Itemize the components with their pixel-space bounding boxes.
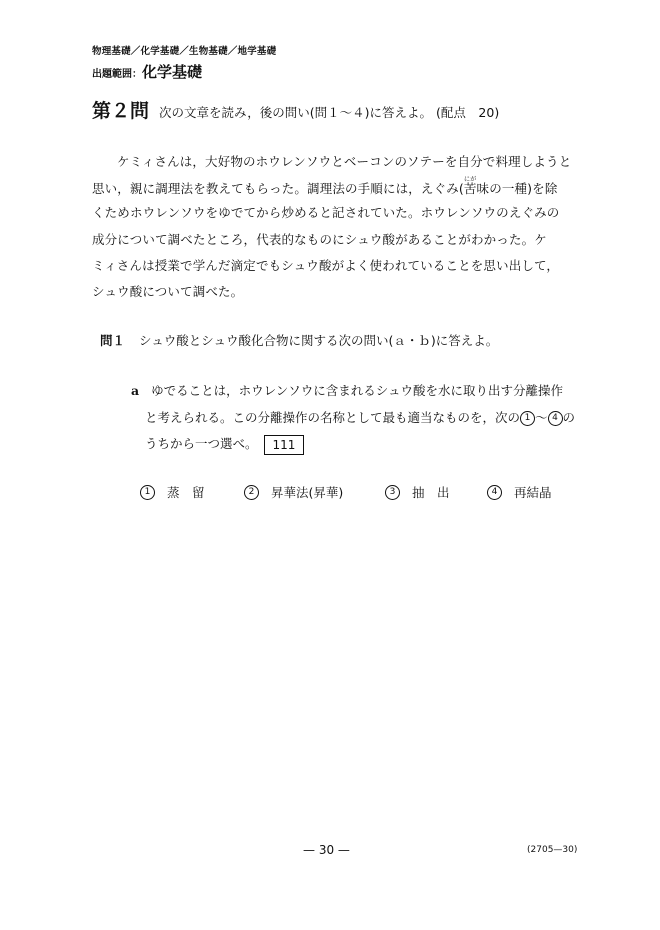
page-code: (2705—30): [527, 845, 578, 855]
passage-line: シュウ酸について調べた。: [92, 284, 244, 299]
choice-4[interactable]: [487, 483, 552, 501]
subject-list: 物理基礎／化学基礎／生物基礎／地学基礎: [92, 46, 277, 57]
part-a-mark: a: [131, 383, 140, 398]
choice-number-icon: 3: [385, 485, 400, 500]
question-points: (配点 20): [436, 105, 500, 120]
page-number: — 30 —: [303, 843, 350, 857]
scope-value: 化学基礎: [142, 63, 203, 81]
question-header: [92, 96, 499, 123]
part-a-text: の: [562, 410, 576, 425]
range-start-icon: 1: [520, 411, 535, 426]
passage-text: 味の一種)を除: [476, 181, 558, 196]
ruby-text: にが: [463, 176, 477, 183]
passage-text: 思い，親に調理法を教えてもらった。調理法の手順には，えぐみ(: [92, 181, 464, 196]
choice-label: 再結晶: [514, 485, 552, 500]
sub-question-1: [100, 331, 498, 349]
choice-number-icon: 1: [140, 485, 155, 500]
answer-box[interactable]: 111: [264, 435, 305, 455]
part-a-text: うちから一つ選べ。: [145, 436, 258, 451]
passage-line: 成分について調べたところ，代表的なものにシュウ酸があることがわかった。ケ: [92, 232, 547, 247]
question-number: 第２問: [92, 100, 150, 122]
part-a-text: ゆでることは，ホウレンソウに含まれるシュウ酸を水に取り出す分離操作: [151, 383, 564, 398]
sub-question-label: 問１: [100, 333, 126, 348]
ruby-base: 苦: [463, 181, 477, 196]
passage-line: くためホウレンソウをゆでてから炒めると記されていた。ホウレンソウのえぐみの: [92, 205, 560, 220]
scope-label: 出題範囲：: [92, 69, 142, 80]
furigana-word: [463, 176, 477, 196]
part-a-line: [131, 381, 563, 399]
part-a-line: [145, 408, 575, 426]
choice-number-icon: 4: [487, 485, 502, 500]
passage-line: ケミィさんは，大好物のホウレンソウとベーコンのソテーを自分で料理しようと: [117, 154, 572, 169]
choice-2[interactable]: [244, 483, 343, 501]
choice-label: 抽 出: [412, 485, 450, 500]
choice-number-icon: 2: [244, 485, 259, 500]
choice-label: 昇華法(昇華): [271, 485, 344, 500]
choice-1[interactable]: [140, 483, 205, 501]
choice-label: 蒸 留: [167, 485, 205, 500]
part-a-line: [145, 434, 304, 455]
choice-3[interactable]: [385, 483, 450, 501]
range-end-icon: 4: [548, 411, 563, 426]
question-instruction: 次の文章を読み，後の問い(問１～４)に答えよ。: [159, 105, 433, 120]
passage-line: ミィさんは授業で学んだ滴定でもシュウ酸がよく使われていることを思い出して，: [92, 258, 560, 273]
sub-question-text: シュウ酸とシュウ酸化合物に関する次の問い(ａ・ｂ)に答えよ。: [139, 333, 499, 348]
part-a-text: と考えられる。この分離操作の名称として最も適当なものを，次の: [145, 410, 521, 425]
range-separator: ～: [535, 410, 548, 425]
passage-line: [92, 176, 557, 196]
exam-scope: [92, 61, 202, 82]
